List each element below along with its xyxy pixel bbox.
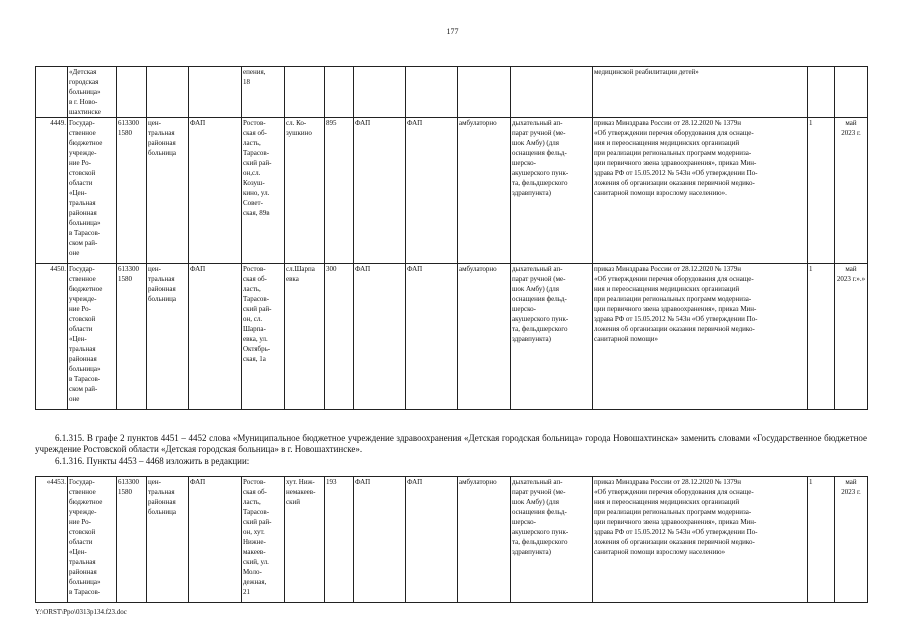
cell-kind1: ФАП xyxy=(354,118,406,264)
table-row xyxy=(36,67,868,118)
cell-qty: 1 xyxy=(808,264,835,410)
cell-kind2 xyxy=(406,67,458,118)
cell-type xyxy=(147,67,189,118)
cell-population: 193 xyxy=(325,477,354,603)
cell-name: Государ- ственное бюджетное учрежде- ние Ро- стовской области «Цен- тральная районная больница» в Тарасов- ском рай- оне xyxy=(68,264,117,410)
cell-code: 613300 1580 xyxy=(117,118,147,264)
cell-care: амбулаторно xyxy=(458,477,511,603)
table-row xyxy=(36,264,868,410)
cell-num: «4453. xyxy=(36,477,68,603)
cell-name: Государ- ственное бюджетное учрежде- ние Ро- стовской области «Цен- тральная районная больница» в Тарасов- xyxy=(68,477,117,603)
cell-kind2: ФАП xyxy=(406,477,458,603)
table-row xyxy=(36,118,868,264)
cell-basis: медицинской реабилитации детей» xyxy=(593,67,808,118)
cell-code xyxy=(117,67,147,118)
cell-num xyxy=(36,67,68,118)
cell-kind1: ФАП xyxy=(354,477,406,603)
cell-subtype: ФАП xyxy=(189,477,242,603)
cell-equipment: дыхательный ап- парат ручной (ме- шок Амбу) (для оснащения фельд- шерско- акушерского пунк- та, фельдшерского здравпункта) xyxy=(511,118,593,264)
cell-name: Государ- ственное бюджетное учрежде- ние Ро- стовской области «Цен- тральная районная больница» в Тарасов- ском рай- оне xyxy=(68,118,117,264)
page-number: 177 xyxy=(446,27,459,36)
cell-population: 300 xyxy=(325,264,354,410)
amendment-paragraph-316: 6.1.316. Пункты 4453 – 4468 изложить в редакции: xyxy=(55,456,250,466)
cell-date: май 2023 г.».» xyxy=(835,264,868,410)
cell-address: Ростов- ская об- ласть, Тарасов- ский рай- он,сл. Козуш- кино, ул. Совет- ская, 89в xyxy=(242,118,285,264)
cell-kind1: ФАП xyxy=(354,264,406,410)
cell-date: май 2023 г. xyxy=(835,118,868,264)
cell-date xyxy=(835,67,868,118)
cell-num: 4450. xyxy=(36,264,68,410)
cell-subtype: ФАП xyxy=(189,118,242,264)
cell-address: Ростов- ская об- ласть, Тарасов- ский рай- он, сл. Шарпа- евка, ул. Октябрь- ская, 1а xyxy=(242,264,285,410)
cell-subtype xyxy=(189,67,242,118)
cell-locality xyxy=(285,67,325,118)
cell-name: «Детская городская больница» в г. Ново- шахтинске xyxy=(68,67,117,118)
table-row xyxy=(36,477,868,603)
cell-qty: 1 xyxy=(808,118,835,264)
cell-equipment: дыхательный ап- парат ручной (ме- шок Амбу) (для оснащения фельд- шерско- акушерского пунк- та, фельдшерского здравпункта) xyxy=(511,264,593,410)
cell-date: май 2023 г. xyxy=(835,477,868,603)
cell-equipment: дыхательный ап- парат ручной (ме- шок Амбу) (для оснащения фельд- шерско- акушерского пунк- та, фельдшерского здравпункта) xyxy=(511,477,593,603)
cell-equipment xyxy=(511,67,593,118)
cell-locality: сл.Шарпа евка xyxy=(285,264,325,410)
amendment-paragraph-315: 6.1.315. В графе 2 пунктов 4451 – 4452 слова «Муниципальное бюджетное учреждение здравоохранения «Детская городская больница» города Новошахтинска» заменить словами «Государственное бюджетное учреждение Ростовской области «Детская городская больница» в г. Новошахтинске». xyxy=(35,433,867,454)
file-path-footer: Y:\ORST\Ppo\0313p134.f23.doc xyxy=(35,608,127,616)
cell-address: Ростов- ская об- ласть, Тарасов- ский рай- он, хут. Нижне- макеев- ский, ул. Моло- дежная, 21 xyxy=(242,477,285,603)
cell-qty xyxy=(808,67,835,118)
cell-population xyxy=(325,67,354,118)
cell-address: епения, 18 xyxy=(242,67,285,118)
cell-population: 895 xyxy=(325,118,354,264)
cell-type: цен- тральная районная больница xyxy=(147,264,189,410)
cell-basis: приказ Минздрава России от 28.12.2020 № 1379н «Об утверждении перечня оборудования для оснаще- ния и переоснащения медицинских организаций при реализации региональных программ модерниза- ции первичного звена здравоохранения», приказ Мин- здрава РФ от 15.05.2012 № 543н «Об утверждении По- ложения об организации оказания первичной медико- санитарной помощи взрослому населению». xyxy=(593,118,808,264)
cell-kind2: ФАП xyxy=(406,264,458,410)
amendment-table-top xyxy=(35,66,868,410)
cell-type: цен- тральная районная больница xyxy=(147,118,189,264)
cell-locality: сл. Ко- зушкино xyxy=(285,118,325,264)
cell-code: 613300 1580 xyxy=(117,477,147,603)
amendment-table-bottom xyxy=(35,476,868,603)
cell-care xyxy=(458,67,511,118)
cell-num: 4449. xyxy=(36,118,68,264)
cell-locality: хут. Ниж- немакеев- ский xyxy=(285,477,325,603)
cell-code: 613300 1580 xyxy=(117,264,147,410)
cell-basis: приказ Минздрава России от 28.12.2020 № 1379н «Об утверждении перечня оборудования для оснаще- ния и переоснащения медицинских организаций при реализации региональных программ модерниза- ции первичного звена здравоохранения», приказ Мин- здрава РФ от 15.05.2012 № 543н «Об утверждении По- ложения об организации оказания первичной медико- санитарной помощи взрослому населению» xyxy=(593,477,808,603)
cell-subtype: ФАП xyxy=(189,264,242,410)
cell-type: цен- тральная районная больница xyxy=(147,477,189,603)
cell-care: амбулаторно xyxy=(458,264,511,410)
cell-kind2: ФАП xyxy=(406,118,458,264)
cell-care: амбулаторно xyxy=(458,118,511,264)
cell-kind1 xyxy=(354,67,406,118)
cell-basis: приказ Минздрава России от 28.12.2020 № 1379н «Об утверждении перечня оборудования для оснаще- ния и переоснащения медицинских организаций при реализации региональных программ модерниза- ции первичного звена здравоохранения», приказ Мин- здрава РФ от 15.05.2012 № 543н «Об утверждении По- ложения об организации оказания первичной медико- санитарной помощи» xyxy=(593,264,808,410)
cell-qty: 1 xyxy=(808,477,835,603)
